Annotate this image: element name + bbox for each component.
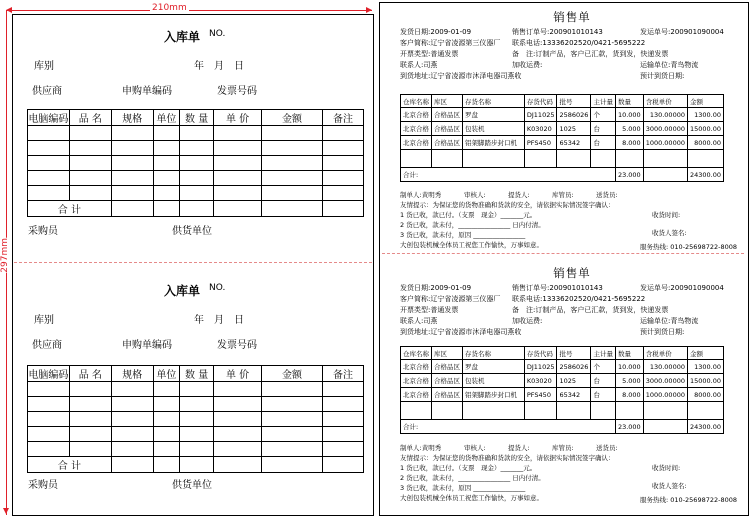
info-row-3	[400, 49, 744, 60]
sales-header-cell: 存货名称	[463, 95, 525, 108]
table-row	[401, 388, 724, 402]
cell: 合格品区	[432, 136, 463, 150]
date-value: 2009-01-09	[430, 28, 472, 36]
sales-form	[400, 265, 744, 509]
cell: 8.000	[615, 388, 643, 402]
sales-total-row	[401, 420, 724, 434]
receipt-table-header	[28, 110, 364, 126]
remark-value: 订制产品，客户已汇款，货到发，快递发票	[535, 50, 669, 58]
payment-option-1: 1 货已收，款已付。（支票 现金）_______元。	[400, 464, 537, 472]
receipt-header-cell: 金额	[261, 366, 322, 382]
ship-label: 发运单号:	[640, 28, 671, 36]
date-value: 2009-01-09	[430, 284, 472, 292]
cell: 罗盘	[463, 360, 525, 374]
cell: 10.000	[615, 108, 643, 122]
cell: 北京合格	[401, 108, 432, 122]
width-dimension-label: 210mm	[152, 3, 187, 13]
payment-option-2: 2 货已收，款未付，________________ 日内付清。	[400, 221, 545, 229]
table-row	[28, 397, 364, 412]
cell: 1000.00000	[643, 388, 687, 402]
freight-label: 加收运费:	[512, 61, 543, 69]
info-row-3	[400, 305, 744, 316]
cell: DJ11025	[524, 108, 557, 122]
receipt-header-cell: 单 价	[214, 110, 262, 126]
notice-line: 友情提示：为保证您的货物准确和货款的安全，请依据实际情况签字确认：	[400, 454, 615, 462]
cell: 15000.00	[687, 122, 723, 136]
cell: 北京合格	[401, 360, 432, 374]
receipt-total-label: 合 计	[28, 201, 112, 217]
po-label: 申购单编码	[122, 340, 172, 351]
receipt-header-cell: 品 名	[69, 110, 111, 126]
payment-option-1: 1 货已收，款已付。（支票 现金）_______元。	[400, 211, 537, 219]
receipt-total-row	[28, 457, 364, 473]
month-label: 月	[214, 315, 224, 326]
info-row-2	[400, 294, 744, 305]
warehouse-label: 库别	[34, 315, 54, 326]
supplier-label: 供应商	[32, 340, 62, 351]
remark-label: 备 注:	[512, 50, 536, 58]
signer-label: 收货人签名:	[652, 229, 687, 237]
receipt-table	[27, 109, 364, 217]
cell: 铝架脚踏步封口机	[463, 136, 525, 150]
cell: 5.000	[615, 374, 643, 388]
receipt-title: 入库单	[164, 30, 201, 44]
phone-label: 联系电话:	[512, 39, 543, 47]
hotline-value: 010-25698722-8008	[670, 243, 738, 251]
sales-header-cell: 批号	[557, 347, 591, 360]
cell: 个	[591, 360, 616, 374]
freight-label: 加收运费:	[512, 317, 543, 325]
sales-header-cell: 含税单价	[643, 347, 687, 360]
cell: 合格品区	[432, 122, 463, 136]
keeper-label: 库管员:	[552, 444, 574, 452]
cell: 1300.00	[687, 108, 723, 122]
cell: 10.000	[615, 360, 643, 374]
slogan: 大创包装机械全体员工祝您工作愉快，万事如意。	[400, 494, 543, 502]
receipt-header-cell: 品 名	[69, 366, 111, 382]
remark-label: 备 注:	[512, 306, 536, 314]
cell: 北京合格	[401, 136, 432, 150]
date-label: 发货日期:	[400, 284, 431, 292]
cell: 合格品区	[432, 374, 463, 388]
buyer-label: 采购员	[28, 226, 58, 237]
customer-label: 客户简称:	[400, 295, 431, 303]
keeper-label: 库管员:	[552, 191, 574, 199]
order-label: 销售订单号:	[512, 284, 550, 292]
cell: 1000.00000	[643, 136, 687, 150]
cell: DJ11025	[524, 360, 557, 374]
payment-option-3: 3 货已收，款未付，原因 ________________	[400, 484, 526, 492]
table-row	[401, 360, 724, 374]
sales-header-cell: 数量	[615, 95, 643, 108]
signature-row	[400, 443, 744, 452]
cell: 130.00000	[643, 360, 687, 374]
month-label: 月	[214, 61, 224, 72]
receipt-form	[14, 278, 370, 510]
receipt-header-cell: 备注	[323, 366, 364, 382]
cell: 130.00000	[643, 108, 687, 122]
contact-value: 司燕	[423, 61, 438, 69]
sales-total-label: 合计:	[401, 420, 616, 434]
table-row	[28, 382, 364, 397]
receipt-header-cell: 单位	[153, 366, 179, 382]
sales-total-amount: 24300.00	[687, 168, 723, 182]
sales-table	[400, 346, 724, 434]
receipt-title: 入库单	[164, 284, 201, 298]
sales-header-cell: 存货代码	[524, 347, 557, 360]
info-row-2	[400, 38, 744, 49]
picker-label: 提货人:	[508, 444, 530, 452]
receipt-total-row	[28, 201, 364, 217]
receipt-time-label: 收货时间:	[652, 464, 681, 472]
remark-value: 订制产品，客户已汇款，货到发，快递发票	[535, 306, 669, 314]
po-label: 申购单编码	[122, 86, 172, 97]
cell: 1025	[557, 122, 591, 136]
cell: 8.000	[615, 136, 643, 150]
year-label: 年	[194, 61, 204, 72]
sales-total-qty: 23.000	[615, 420, 643, 434]
supplier-unit-label: 供货单位	[172, 480, 212, 491]
payment-option-3: 3 货已收，款未付，原因 ________________	[400, 231, 526, 239]
cell: 3000.00000	[643, 374, 687, 388]
slogan: 大创包装机械全体员工祝您工作愉快，万事如意。	[400, 241, 543, 249]
invoice-label: 发票号码	[217, 340, 257, 351]
cell: PFS450	[524, 136, 557, 150]
year-label: 年	[194, 315, 204, 326]
sales-header-cell: 主计量	[591, 95, 616, 108]
day-label: 日	[234, 315, 244, 326]
carrier-value: 青鸟物流	[670, 317, 699, 325]
table-row	[28, 156, 364, 171]
table-row	[401, 402, 724, 420]
auditor-label: 审核人:	[464, 444, 486, 452]
receipt-table	[27, 365, 364, 473]
cell: 个	[591, 108, 616, 122]
address-label: 到货地址:	[400, 328, 431, 336]
cell: 65342	[557, 388, 591, 402]
sales-header-cell: 库区	[432, 95, 463, 108]
expected-date-label: 预计到货日期:	[640, 72, 685, 80]
cell: K03020	[524, 122, 557, 136]
cell: 1300.00	[687, 360, 723, 374]
receipt-header-cell: 单 价	[214, 366, 262, 382]
sales-header-cell: 存货名称	[463, 347, 525, 360]
receipt-header-cell: 数 量	[180, 366, 214, 382]
invoice-type-value: 普通发票	[430, 306, 459, 314]
cut-line	[382, 253, 744, 254]
cell: K03020	[524, 374, 557, 388]
order-value: 200901010143	[549, 28, 603, 36]
cell: 合格品区	[432, 360, 463, 374]
receipt-time-label: 收货时间:	[652, 211, 681, 219]
invoice-type-label: 开票类型:	[400, 306, 431, 314]
sales-form	[400, 9, 744, 253]
cell: 包装机	[463, 374, 525, 388]
cell: 8000.00	[687, 136, 723, 150]
sales-header-cell: 金额	[687, 95, 723, 108]
sales-header-cell: 数量	[615, 347, 643, 360]
sales-header-cell: 金额	[687, 347, 723, 360]
table-row	[401, 108, 724, 122]
sales-total-row	[401, 168, 724, 182]
table-row	[401, 150, 724, 168]
receipt-form	[14, 24, 370, 256]
table-row	[401, 136, 724, 150]
invoice-type-label: 开票类型:	[400, 50, 431, 58]
maker-label: 制单人:	[400, 191, 422, 199]
cell: 北京合格	[401, 388, 432, 402]
payment-option-2: 2 货已收，款未付，________________ 日内付清。	[400, 474, 545, 482]
sales-table	[400, 94, 724, 182]
cut-line	[14, 262, 372, 263]
picker-label: 提货人:	[508, 191, 530, 199]
carrier-value: 青鸟物流	[670, 61, 699, 69]
auditor-label: 审核人:	[464, 191, 486, 199]
cell: 1025	[557, 374, 591, 388]
address-value: 辽宁省凌源市沐泽电器司燕收	[430, 328, 522, 336]
invoice-type-value: 普通发票	[430, 50, 459, 58]
receipt-header-cell: 备注	[323, 110, 364, 126]
address-label: 到货地址:	[400, 72, 431, 80]
table-row	[28, 412, 364, 427]
receipt-header-cell: 规格	[111, 110, 153, 126]
table-row	[28, 141, 364, 156]
cell: 台	[591, 122, 616, 136]
phone-value: 13336202520/0421-5695222	[542, 295, 646, 303]
carrier-label: 运输单位:	[640, 61, 671, 69]
contact-value: 司燕	[423, 317, 438, 325]
order-label: 销售订单号:	[512, 28, 550, 36]
table-row	[401, 122, 724, 136]
phone-value: 13336202520/0421-5695222	[542, 39, 646, 47]
table-row	[28, 171, 364, 186]
hotline-value: 010-25698722-8008	[670, 496, 738, 504]
cell: 65342	[557, 136, 591, 150]
cell: 台	[591, 374, 616, 388]
invoice-label: 发票号码	[217, 86, 257, 97]
cell: 台	[591, 136, 616, 150]
info-row-4	[400, 60, 744, 71]
info-row-5	[400, 327, 744, 338]
receipt-header-cell: 数 量	[180, 110, 214, 126]
signature-row	[400, 190, 744, 199]
receipt-no-label: NO.	[209, 29, 226, 39]
receipt-header-cell: 金额	[261, 110, 322, 126]
sales-header-cell: 仓库名称	[401, 347, 432, 360]
receipt-no-label: NO.	[209, 283, 226, 293]
contact-label: 联系人:	[400, 317, 424, 325]
buyer-label: 采购员	[28, 480, 58, 491]
expected-date-label: 预计到货日期:	[640, 328, 685, 336]
customer-label: 客户简称:	[400, 39, 431, 47]
supplier-unit-label: 供货单位	[172, 226, 212, 237]
sales-header-cell: 主计量	[591, 347, 616, 360]
cell: 合格品区	[432, 388, 463, 402]
cell: 罗盘	[463, 108, 525, 122]
cell: 台	[591, 388, 616, 402]
info-row-4	[400, 316, 744, 327]
supplier-label: 供应商	[32, 86, 62, 97]
sales-header-cell: 库区	[432, 347, 463, 360]
table-row	[28, 442, 364, 457]
maker-value: 黄明秀	[421, 191, 442, 199]
info-row-1	[400, 27, 744, 38]
cell: 8000.00	[687, 388, 723, 402]
receipt-table-header	[28, 366, 364, 382]
cell: 3000.00000	[643, 122, 687, 136]
sales-title: 销售单	[553, 266, 591, 280]
notice-line: 友情提示：为保证您的货物准确和货款的安全，请依据实际情况签字确认：	[400, 201, 615, 209]
info-row-5	[400, 71, 744, 82]
date-label: 发货日期:	[400, 28, 431, 36]
ship-value: 200901090004	[670, 28, 724, 36]
ship-label: 发运单号:	[640, 284, 671, 292]
customer-value: 辽宁省凌源第三仪器厂	[430, 39, 501, 47]
order-value: 200901010143	[549, 284, 603, 292]
sales-total-label: 合计:	[401, 168, 616, 182]
warehouse-label: 库别	[34, 61, 54, 72]
sales-total-qty: 23.000	[615, 168, 643, 182]
cell: 2586026	[557, 108, 591, 122]
cell: 包装机	[463, 122, 525, 136]
table-row	[28, 126, 364, 141]
height-dimension-label: 297mm	[0, 238, 10, 273]
ship-value: 200901090004	[670, 284, 724, 292]
sales-header-cell: 存货代码	[524, 95, 557, 108]
cell: 15000.00	[687, 374, 723, 388]
sales-header-cell: 仓库名称	[401, 95, 432, 108]
address-value: 辽宁省凌源市沐泽电器司燕收	[430, 72, 522, 80]
receipt-total-label: 合 计	[28, 457, 112, 473]
cell: 2586026	[557, 360, 591, 374]
phone-label: 联系电话:	[512, 295, 543, 303]
arrow-down-icon	[3, 508, 9, 514]
sales-total-amount: 24300.00	[687, 420, 723, 434]
arrow-right-icon	[366, 7, 372, 13]
width-dimension-line	[6, 10, 372, 11]
cell: 北京合格	[401, 374, 432, 388]
table-row	[28, 186, 364, 201]
sales-sheet-panel	[379, 2, 749, 516]
info-row-1	[400, 283, 744, 294]
receipt-header-cell: 电脑编码	[28, 110, 70, 126]
signer-label: 收货人签名:	[652, 482, 687, 490]
carrier-label: 运输单位:	[640, 317, 671, 325]
sales-header-cell: 含税单价	[643, 95, 687, 108]
deliverer-label: 送货员:	[596, 444, 618, 452]
sales-table-header	[401, 95, 724, 108]
cell: 铝架脚踏步封口机	[463, 388, 525, 402]
cell: 合格品区	[432, 108, 463, 122]
sales-title: 销售单	[553, 10, 591, 24]
receipt-header-cell: 单位	[153, 110, 179, 126]
receipt-header-cell: 电脑编码	[28, 366, 70, 382]
deliverer-label: 送货员:	[596, 191, 618, 199]
maker-value: 黄明秀	[421, 444, 442, 452]
sales-header-cell: 批号	[557, 95, 591, 108]
receipt-header-cell: 规格	[111, 366, 153, 382]
cell: 北京合格	[401, 122, 432, 136]
cell: 5.000	[615, 122, 643, 136]
cell: PFS450	[524, 388, 557, 402]
hotline-label: 服务热线:	[640, 243, 669, 251]
day-label: 日	[234, 61, 244, 72]
maker-label: 制单人:	[400, 444, 422, 452]
table-row	[401, 374, 724, 388]
contact-label: 联系人:	[400, 61, 424, 69]
customer-value: 辽宁省凌源第三仪器厂	[430, 295, 501, 303]
table-row	[28, 427, 364, 442]
hotline-label: 服务热线:	[640, 496, 669, 504]
sales-table-header	[401, 347, 724, 360]
